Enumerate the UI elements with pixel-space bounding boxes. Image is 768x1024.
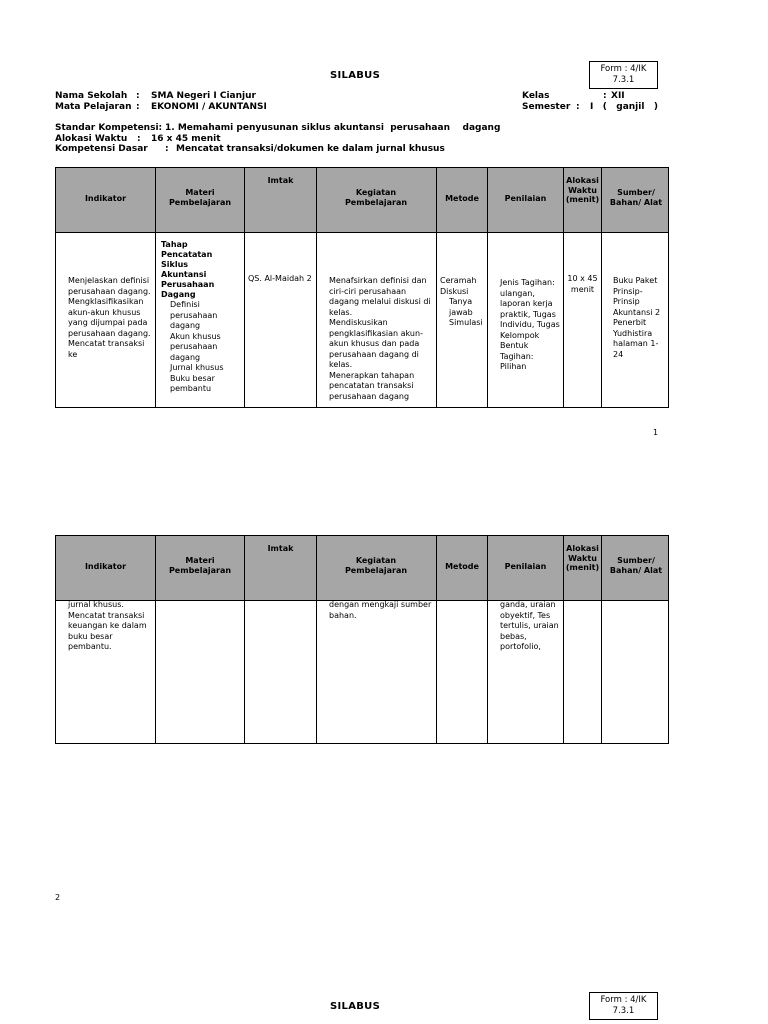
list-item: • Buku besar pembantu xyxy=(170,374,243,395)
header-materi: Materi Pembelajaran xyxy=(168,188,232,207)
mata-pelajaran-label: Mata Pelajaran xyxy=(55,102,132,112)
alokasi-waktu-value: 16 x 45 menit xyxy=(151,134,221,144)
page-number-2: 2 xyxy=(55,893,61,902)
list-item: • Tanya jawab xyxy=(449,297,487,318)
cell-indikator xyxy=(59,276,153,406)
header-imtak: Imtak xyxy=(267,544,294,553)
mata-pelajaran-value: EKONOMI / AKUNTANSI xyxy=(151,102,267,112)
header-sumber: Sumber/ Bahan/ Alat xyxy=(609,556,663,575)
cell-metode xyxy=(440,276,487,329)
header-sumber: Sumber/ Bahan/ Alat xyxy=(609,188,663,207)
page-title: SILABUS xyxy=(330,1001,381,1012)
metode-text: Ceramah Diskusi xyxy=(440,276,477,296)
cell-alokasi: 10 x 45 menit xyxy=(567,274,598,294)
sumber-list xyxy=(604,276,668,360)
form-code-box xyxy=(589,992,658,1020)
header-kegiatan: Kegiatan Pembelajaran xyxy=(344,556,408,575)
page-title: SILABUS xyxy=(330,70,381,81)
header-indikator: Indikator xyxy=(84,562,127,571)
header-penilaian: Penilaian xyxy=(504,562,547,571)
list-item: • Definisi perusahaan dagang xyxy=(170,300,243,332)
nama-sekolah-label: Nama Sekolah xyxy=(55,91,128,101)
list-item: • Menerapkan tahapan pencatatan transaksi perusahaan dagang xyxy=(329,371,435,403)
list-item: • Mengklasifikasikan akun-akun khusus yang dijumpai pada perusahaan dagang. xyxy=(68,297,153,339)
kegiatan-list xyxy=(320,276,435,402)
list-item: • Akun khusus perusahaan dagang xyxy=(170,332,243,364)
nama-sekolah-value: SMA Negeri I Cianjur xyxy=(151,91,256,101)
form-label: Form : 4/IK xyxy=(600,995,647,1005)
page-number-1: 1 xyxy=(653,428,659,437)
cell-materi xyxy=(161,240,243,406)
standar-kompetensi-value: 1. Memahami penyusunan siklus akuntansi perusahaan dagang xyxy=(165,123,501,133)
header-penilaian: Penilaian xyxy=(504,194,547,203)
kelas-value: XII xyxy=(611,91,625,101)
silabus-table-1 xyxy=(55,167,669,408)
semester-label: Semester xyxy=(522,102,571,112)
list-item: • Mencatat transaksi ke xyxy=(68,339,153,360)
kompetensi-dasar-value: Mencatat transaksi/dokumen ke dalam jurnal khusus xyxy=(176,144,445,154)
list-item: • Simulasi xyxy=(449,318,487,329)
kompetensi-dasar-label: Kompetensi Dasar xyxy=(55,144,148,154)
header-kegiatan: Kegiatan Pembelajaran xyxy=(344,188,408,207)
cell-kegiatan xyxy=(320,276,435,406)
alokasi-waktu-label: Alokasi Waktu xyxy=(55,134,128,144)
silabus-table-2 xyxy=(55,535,669,744)
materi-list xyxy=(161,300,243,395)
kelas-label: Kelas xyxy=(522,91,550,101)
list-item: • Menafsirkan definisi dan ciri-ciri perusahaan dagang melalui diskusi di kelas. xyxy=(329,276,435,318)
form-label: Form : 4/IK xyxy=(600,64,647,74)
cell-sumber xyxy=(604,276,668,360)
list-item: • Jurnal khusus xyxy=(170,363,243,374)
list-item: • Jenis Tagihan: ulangan, laporan kerja praktik, Tugas Individu, Tugas Kelompok xyxy=(500,278,562,341)
header-metode: Metode xyxy=(445,562,479,571)
materi-title: Tahap Pencatatan Siklus Akuntansi Perusahaan Dagang xyxy=(161,240,215,299)
indikator-list xyxy=(59,611,153,653)
indikator-continued: jurnal khusus. xyxy=(68,600,124,609)
standar-kompetensi-label: Standar Kompetensi: xyxy=(55,123,163,133)
semester-value: I ( ganjil ) xyxy=(590,102,658,112)
form-code-box xyxy=(589,61,658,89)
cell-penilaian xyxy=(491,278,562,406)
header-alokasi: Alokasi Waktu (menit) xyxy=(565,544,600,572)
list-item: • Mencatat transaksi keuangan ke dalam buku besar pembantu. xyxy=(68,611,153,653)
header-indikator: Indikator xyxy=(84,194,127,203)
form-code: 7.3.1 xyxy=(612,75,635,85)
indikator-list xyxy=(59,276,153,360)
cell-imtak: QS. Al-Maidah 2 xyxy=(248,274,312,283)
cell-penilaian: ganda, uraian obyektif, Tes tertulis, uraian bebas, portofolio, xyxy=(500,600,559,651)
form-code: 7.3.1 xyxy=(612,1006,635,1016)
header-alokasi: Alokasi Waktu (menit) xyxy=(565,176,600,204)
list-item: • Menjelaskan definisi perusahaan dagang. xyxy=(68,276,153,297)
cell-indikator xyxy=(59,600,153,653)
header-metode: Metode xyxy=(445,194,479,203)
metode-list xyxy=(440,297,487,329)
list-item: • Buku Paket Prinsip-Prinsip Akuntansi 2 Penerbit Yudhistira halaman 1-24 xyxy=(613,276,668,360)
list-item: • Mendiskusikan pengklasifikasian akun-akun khusus dan pada perusahaan dagang di kelas. xyxy=(329,318,435,371)
list-item: • Bentuk Tagihan: Pilihan xyxy=(500,341,562,373)
header-imtak: Imtak xyxy=(267,176,294,185)
cell-kegiatan: dengan mengkaji sumber bahan. xyxy=(329,600,432,620)
header-materi: Materi Pembelajaran xyxy=(168,556,232,575)
penilaian-list xyxy=(491,278,562,373)
